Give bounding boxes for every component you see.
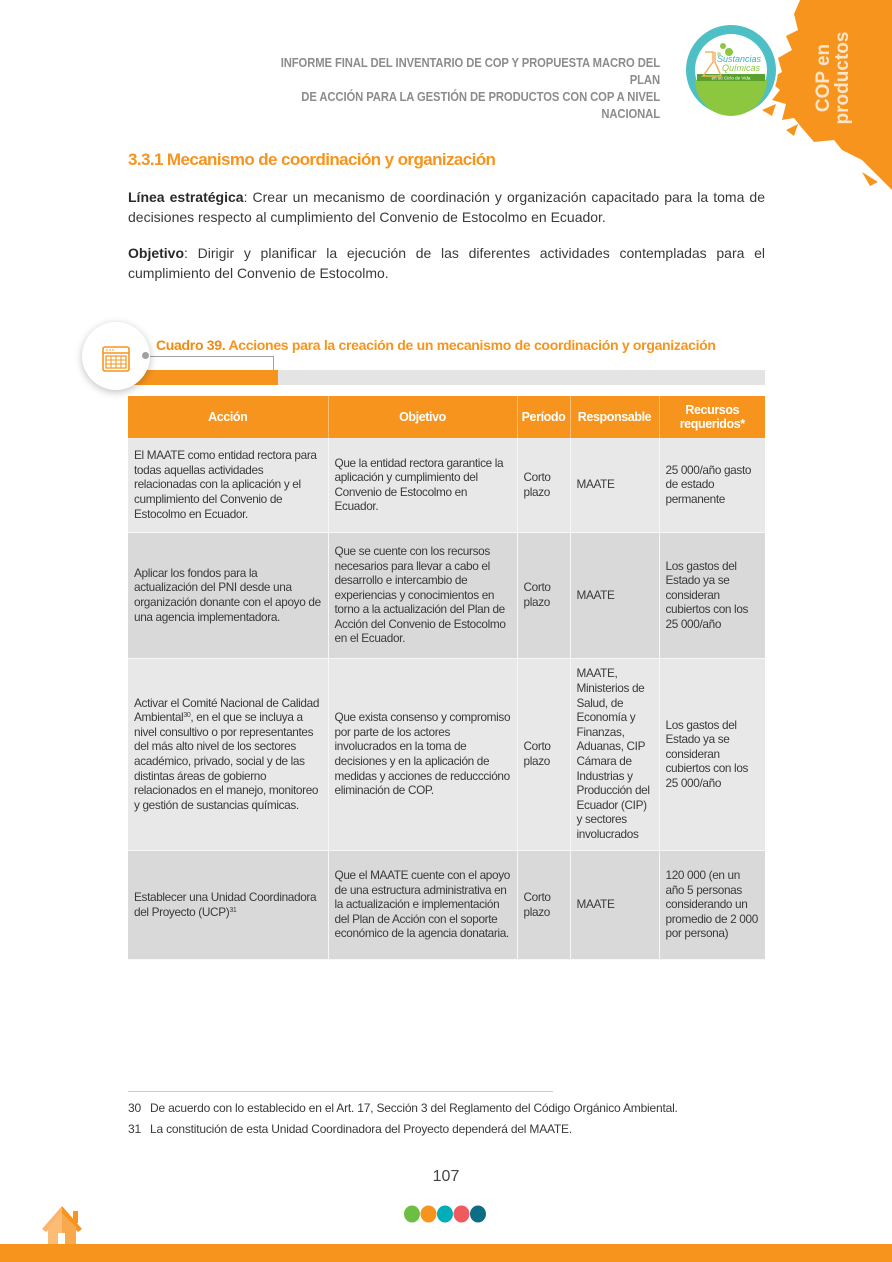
sustancias-quimicas-logo [683,22,779,118]
linea-estrategica-paragraph [128,187,765,227]
cell-recursos: Los gastos del Estado ya se consideran cubiertos con los 25 000/año [659,658,765,850]
cell-recursos: Los gastos del Estado ya se consideran cubiertos con los 25 000/año [659,532,765,658]
accion-text: Establecer una Unidad Coordinadora del Proyecto (UCP) [134,889,317,919]
header-recursos: Recursos requeridos* [659,396,765,438]
table-row [128,850,765,959]
color-dot [470,1206,486,1223]
cell-objetivo: Que la entidad rectora garantice la aplicación y cumplimiento del Convenio de Estocolmo en Ecuador. [328,438,517,532]
color-dot [437,1206,453,1223]
header-periodo: Período [517,396,570,438]
color-dot [404,1206,420,1223]
side-tab-label: COP en productos [813,31,853,125]
cell-objetivo: Que el MAATE cuente con el apoyo de una estructura administrativa en la actualización e implementación del Plan de Acción con el soporte económico de la agencia donataria. [328,850,517,959]
cell-accion [128,850,328,959]
document-header [280,55,660,123]
header-objetivo: Objetivo [328,396,517,438]
cell-periodo: Corto plazo [517,532,570,658]
accion-text-cont: , en el que se incluya a nivel consultivo o por representantes del más alto nivel de los sectores académico, privado, social y de las distintas áreas de gobierno relacionados en el manejo, monitoreo y gestión de sustancias químicas. [134,710,319,812]
cuadro-title: Acciones para la creación de un mecanismo de coordinación y organización [228,337,716,353]
section-side-tab [808,26,858,130]
footnote-text: De acuerdo con lo establecido en el Art. 17, Sección 3 del Reglamento del Código Orgánico Ambiental. [150,1101,678,1115]
color-dots-decoration [404,1205,486,1223]
cell-objetivo: Que exista consenso y compromiso por parte de los actores involucrados en la toma de decisiones y en la aplicación de medidas y acciones de reducccióno eliminación de COP. [328,658,517,850]
objetivo-label: Objetivo [128,245,185,261]
cell-responsable: MAATE, Ministerios de Salud, de Economía y Finanzas, Aduanas, CIP Cámara de Industrias y Producción del Ecuador (CIP) y sectores involucrados [570,658,659,850]
footnote-ref-30[interactable]: 30 [183,712,191,720]
cuadro-progress-accent [130,370,278,385]
connector-dot [142,352,149,359]
cell-recursos: 25 000/año gasto de estado permanente [659,438,765,532]
cell-recursos: 120 000 (en un año 5 personas considerando un promedio de 2 000 por persona) [659,850,765,959]
svg-text:Químicas: Químicas [721,63,761,73]
cuadro-connector-line [146,356,274,371]
header-accion: Acción [128,396,328,438]
footnote-ref-31[interactable]: 31 [229,906,237,914]
cell-responsable: MAATE [570,438,659,532]
footnote-divider [128,1091,553,1092]
footer-bar [0,1244,892,1262]
cell-accion: El MAATE como entidad rectora para todas aquellas actividades relacionadas con la aplicación y el cumplimiento del Convenio de Estocolmo en Ecuador. [128,438,328,532]
cell-responsable: MAATE [570,532,659,658]
footnote-31 [128,1122,572,1136]
page-number: 107 [432,1168,460,1185]
table-row [128,532,765,658]
linea-estrategica-text: : Crear un mecanismo de coordinación y organización capacitado para la toma de decisiones respecto al cumplimiento del Convenio de Estocolmo en Ecuador. [128,189,765,225]
cuadro-caption [156,337,716,353]
objetivo-text: : Dirigir y planificar la ejecución de las diferentes actividades contempladas para el cumplimiento del Convenio de Estocolmo. [128,245,765,281]
section-title: 3.3.1 Mecanismo de coordinación y organización [128,150,496,169]
cuadro-number: Cuadro 39. [156,337,226,353]
cell-periodo: Corto plazo [517,438,570,532]
header-title-line-1: INFORME FINAL DEL INVENTARIO DE COP Y PROPUESTA MACRO DEL PLAN [280,56,660,87]
table-row [128,658,765,850]
header-title-line-2: DE ACCIÓN PARA LA GESTIÓN DE PRODUCTOS CON COP A NIVEL NACIONAL [301,90,660,121]
color-dot [421,1206,437,1223]
cell-periodo: Corto plazo [517,850,570,959]
cell-periodo: Corto plazo [517,658,570,850]
footnote-text: La constitución de esta Unidad Coordinadora del Proyecto dependerá del MAATE. [150,1122,572,1136]
acciones-table [128,396,765,960]
color-dot [454,1206,470,1223]
table-header-row [128,396,765,438]
header-responsable: Responsable [570,396,659,438]
svg-text:Sustancias: Sustancias [716,54,762,64]
accion-text: Activar el Comité Nacional de Calidad Ambiental [134,695,320,725]
cell-accion [128,658,328,850]
cell-objetivo: Que se cuente con los recursos necesarios para llevar a cabo el desarrollo e intercambio de experiencias y conocimientos en torno a la actualización del Plan de Acción del Convenio de Estocolmo en el Ecuador. [328,532,517,658]
svg-text:en su Ciclo de Vida: en su Ciclo de Vida [711,75,751,81]
cuadro-icon-badge [82,322,150,390]
table-row [128,438,765,532]
cell-accion: Aplicar los fondos para la actualización del PNI desde una organización donante con el apoyo de una agencia implementadora. [128,532,328,658]
footnote-number: 31 [128,1122,141,1136]
linea-estrategica-label: Línea estratégica [128,189,244,205]
cell-responsable: MAATE [570,850,659,959]
table-icon [102,346,130,372]
footnote-number: 30 [128,1101,141,1115]
home-icon[interactable] [40,1205,86,1245]
footnote-30 [128,1101,678,1115]
objetivo-paragraph [128,243,765,283]
